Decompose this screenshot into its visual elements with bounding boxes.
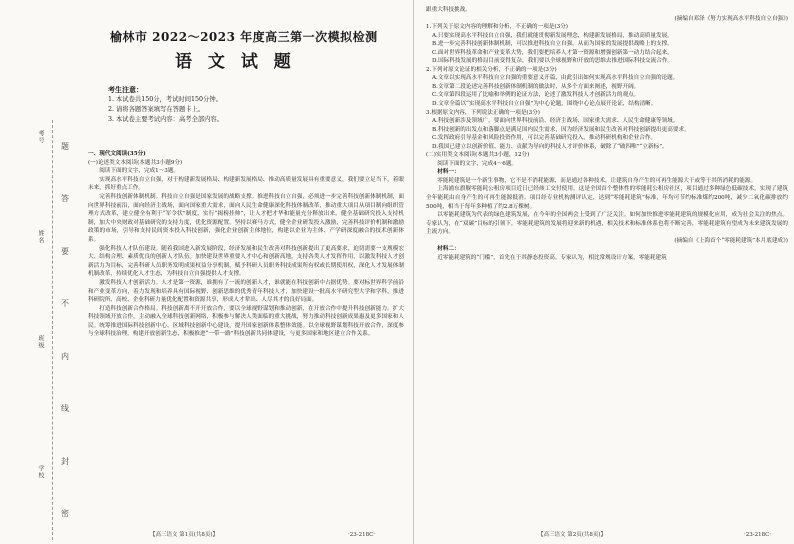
page-footer-right: ·23-218C· [744,532,772,538]
material-paragraph: 零能耗建筑是一个新生事物，它不是不消耗能源，而是通过各种技术，让建筑自身产生的可再生能源大于或等于其所消耗的能源。 [437,177,757,184]
material-heading: 材料一： [437,169,460,176]
option: D.我国已建立以创新价值、能力、贡献为导向的科技人才评价体系，破除了“破四唯”“立新标”。 [432,143,668,150]
passage-paragraph: 实现高水平科技自立自强，对于构建新发展格局、构建新发展格局、推动高质量发展具有重要意义，我们要立足当下，着眼未来，抓好重点工作。 [88,176,404,192]
school-label: 学校 [37,465,44,479]
option: A.文章以实现高水平科技自立自强的重要意义开篇，由此引出如何实现高水平科技自立自强的论题。 [432,75,679,82]
page-footer-left: 【高三语文 第1页(共8页)】 [150,532,219,538]
option: C.发挥政府引导基金和风险投资作用，可以完善基础研究投入，推动科研机构和企业合作。 [432,135,657,142]
exam-page-2 [418,0,794,544]
questions-column [426,6,788,262]
material-paragraph: 近零能耗建筑的“门槛”，首先在于其静态投资高。专家认为，相比常规设计方案，零能耗建筑 [437,254,667,261]
note-item: 1. 本试卷共150分，考试时间150分钟。 [108,96,222,103]
page-footer-right: ·23-218C· [348,532,376,538]
exam-title: 榆林市 2022～2023 年度高三第一次模拟检测 [110,30,378,44]
passage-paragraph: 强化科技人才队伍建设。随着我国进入新发展阶段，经济发展和民生改善对科技创新提出了更高要求，迫切需要一支规模宏大、结构合理、素质优良的创新人才队伍。加快建设世界重要人才中心和创新高地，支持各类人才发挥作用，以激发科技人才创新活力为目标，完善科研人员职务发明成果权益分享机制，赋予科研人员职务科技成果所有权或长期使用权，深化人才发展体制机制改革，持续优化人才生态，为科技自立自强提供人才支撑。 [88,245,404,278]
page-footer-left: 【高三语文 第2页(共8页)】 [538,532,607,538]
material-heading: 材料二： [437,246,460,253]
passage-paragraph: 激发科技人才创新活力。人才是第一资源，谁拥有了一流的创新人才，谁就能在科技创新中占据优势。要对标世界科学前沿和产业变革方向，着力发现和培养具有国际视野、创新思维的优秀青年科技人才，加快建设一批高水平研究型大学和学科，推进科研院所、高校、企业科研力量优化配置和资源共享，形成人才辈出、人尽其才的良好局面。 [88,279,404,304]
binding-strip [6,120,76,540]
option: A.科技创新涉及领域广，要面向世界科技前沿、经济主战场、国家重大需求、人民生命健康等领域。 [432,118,679,125]
option: C.面对世界科技革命和产业变革大势，我们要把培养人才第一资源和增强创新第一动力结合起来。 [432,49,673,56]
exam-notes [108,85,398,125]
class-label: 班级 [37,335,44,349]
note-item: 3. 本试卷主要考试内容：高考全部内容。 [108,116,224,123]
seal-line [52,120,53,540]
subsection-heading: (二)实用类文本阅读(本题共3小题，12分) [426,152,530,159]
instruction: 阅读下面的文字，完成4～6题。 [437,160,518,167]
note-item: 2. 请将各题答案填写在答题卡上。 [108,106,205,113]
exam-number-label: 考号 [37,130,44,144]
notes-heading: 考生注意： [108,85,143,94]
option: B.文章第二段论述完善科技创新体制机制的做法时，从多个方面来阐述，视野开阔。 [432,83,640,90]
option: A.只要实现高水平科技自立自强，我们就能贯彻新发展理念，构建新发展格局，推动高质量发展。 [432,32,673,39]
reading-passage-1 [88,150,404,339]
option: C.文章第四段运用了比喻和举例的论证方法，论述了激发科技人才创新活力的观点。 [432,92,640,99]
question-1: 1.下列关于原文内容的理解和分析，不正确的一项是(3分) [426,24,568,31]
question-3: 3.根据原文内容，下列说法正确的一项是(3分) [426,109,540,116]
name-label: 姓名 [37,230,44,244]
seal-warning: 题 答 要 不 内 线 封 密 [61,141,69,519]
passage-continuation: 跟重大科技挑战。 [426,7,471,13]
section-heading: 一、现代文阅读(35分) [88,151,146,157]
source-citation: (摘编自《上海首个“零能耗建筑”本月底建成》) [674,237,788,244]
source-citation: (摘编自邓泽《努力实现高水平科技自立自强》) [674,15,788,22]
instruction: 阅读下面的文字，完成1～3题。 [99,168,180,175]
passage-paragraph: 完善科技创新体制机制。科技自立自强是国家发展的战略支撑。推进科技自立自强，必须进一步完善科技创新体制机制，面向世界科技前沿，面向经济主战场，面向国家重大需求，面向人民生命健康深化科技体制改革，推动重大项目从项目制向组织管理方式改革，建立健全有利于“军令状”制度，实行“揭榜挂帅”，让人才把才华和能量充分释放出来。健全基础研究投入支持机制，加大中央财政对基础研究的支持力度，优化资源配置，坚持以赛马方式，健全企业研发投入激励，完善科技评价机制和激励政策的市场，引导和支持民间资本投入科技创新，强化企业创新主体地位，构建以企业为主体、产学研深度融合的技术创新体系。 [88,193,404,243]
question-2: 2.下列对原文论证的相关分析，不正确的一项是(3分) [426,66,557,73]
subsection-heading: (一)论述类文本阅读(本题共3小题9分) [88,159,183,166]
page-divider [413,0,414,544]
option: D.国际科技发展的格局目前变得复杂，我们要以全球视野和开放的思维去推进国际科技交流合作。 [432,58,674,65]
option: B.科技创新的出发点和落脚点是满足国内民生需求，因为经济发展和民生改善对科技创新提出更高要求。 [432,126,690,133]
material-paragraph: 以零能耗建筑为代表的绿色建筑发展，在今年的全国两会上受到了广泛关注。如何加快推进零能耗建筑的规模化应用，成为社会关注的焦点。专家认为，在“双碳”目标的引领下，零能耗建筑的发展将迎来新的机遇，相关技术和标准体系也将不断完善，零能耗建筑有望成为未来建筑发展的主流方向。 [426,212,788,236]
material-paragraph: 上海浦东旗舰零能耗公租房项目近日已经竣工交付使用。这是全国首个整体性的零能耗公租房社区，项目通过多种绿色低碳技术，实现了建筑全年能耗由自身产生的可再生能源抵消。项目经专业机构测评认定，达到“零能耗建筑”标准，年均可节约标准煤约200吨，减少二氧化碳排放约500吨，相当于每年多种植了约2.8万棵树。 [426,186,788,210]
exam-subtitle: 语 文 试 题 [175,52,296,72]
option: B.进一步完善科技创新体制机制，可以推进科技自立自强，从而为国家的发展提供战略上的支撑。 [432,41,673,48]
passage-paragraph: 打造科技创新合作格局。科技创新离不开开放合作，要以全球视野谋划和推动创新，在开放合作中提升科技创新能力。扩大科技领域开放合作，主动融入全球科技创新网络，积极参与解决人类面临的重大挑战，努力推动科技创新成果惠及更多国家和人民。统筹推进国际科技创新中心、区域科技创新中心建设，提升国家创新体系整体效能。以全球视野谋划科技开放合作，深度参与全球科技治理，构建开放创新生态，积极推进“一带一路”科技创新共同体建设，与更多国家和地区建立合作关系。 [88,305,404,338]
option: D.文章全篇以“实现高水平科技自立自强”为中心论题，围绕中心论点展开论证，结构清晰。 [432,101,657,108]
